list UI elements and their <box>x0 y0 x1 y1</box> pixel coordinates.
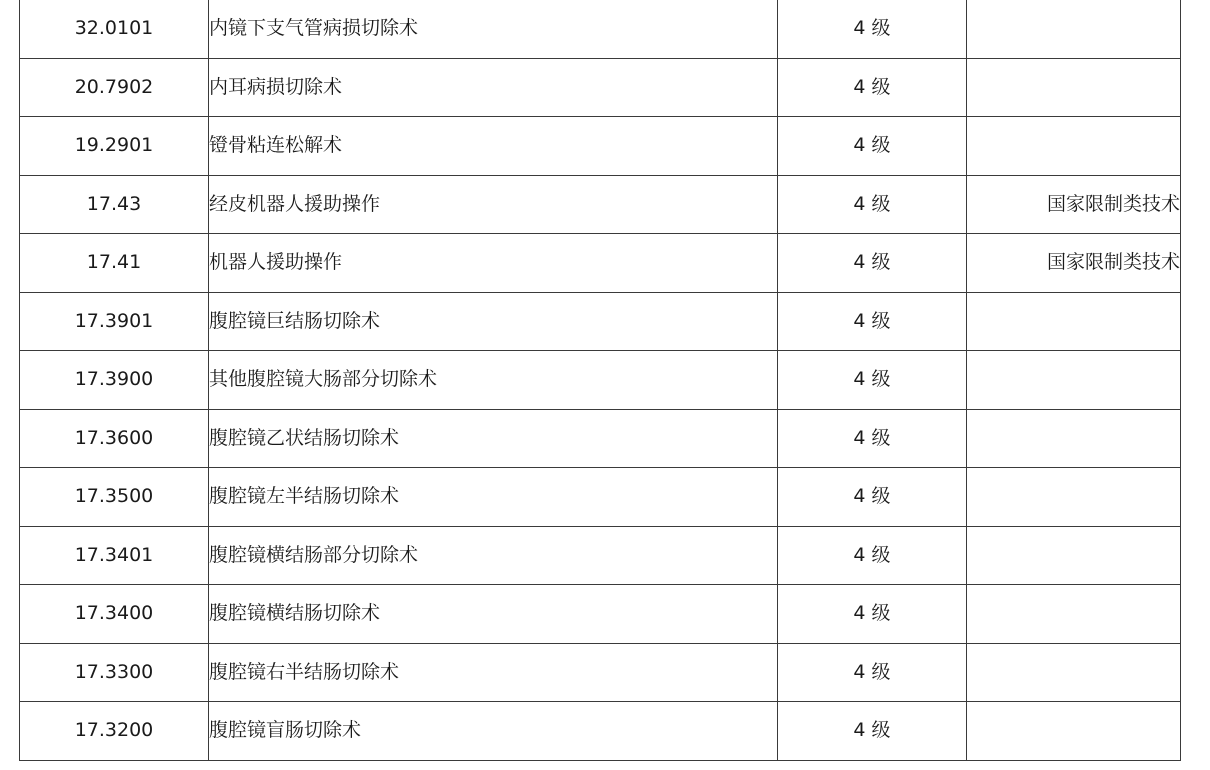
procedure-level: 4 级 <box>778 117 967 176</box>
procedure-level: 4 级 <box>778 175 967 234</box>
procedure-name: 腹腔镜乙状结肠切除术 <box>209 409 778 468</box>
table-row <box>20 58 1181 117</box>
procedure-note <box>967 643 1181 702</box>
table-row <box>20 526 1181 585</box>
procedure-name: 镫骨粘连松解术 <box>209 117 778 176</box>
procedure-name: 腹腔镜左半结肠切除术 <box>209 468 778 527</box>
procedure-level: 4 级 <box>778 234 967 293</box>
table-row <box>20 409 1181 468</box>
procedure-name: 腹腔镜右半结肠切除术 <box>209 643 778 702</box>
procedure-name: 经皮机器人援助操作 <box>209 175 778 234</box>
table-row <box>20 702 1181 761</box>
procedure-name: 内耳病损切除术 <box>209 58 778 117</box>
procedure-level: 4 级 <box>778 351 967 410</box>
procedure-code: 17.3300 <box>20 643 209 702</box>
table-row <box>20 0 1181 58</box>
table-row <box>20 643 1181 702</box>
procedure-level: 4 级 <box>778 702 967 761</box>
procedure-level: 4 级 <box>778 409 967 468</box>
procedure-name: 机器人援助操作 <box>209 234 778 293</box>
procedure-code: 17.41 <box>20 234 209 293</box>
procedure-name: 腹腔镜盲肠切除术 <box>209 702 778 761</box>
procedure-level: 4 级 <box>778 0 967 58</box>
table-row <box>20 585 1181 644</box>
procedure-note <box>967 409 1181 468</box>
procedure-note <box>967 0 1181 58</box>
procedure-code: 17.3400 <box>20 585 209 644</box>
procedure-name: 腹腔镜横结肠部分切除术 <box>209 526 778 585</box>
procedure-note <box>967 58 1181 117</box>
procedure-level: 4 级 <box>778 468 967 527</box>
table-row <box>20 234 1181 293</box>
procedure-code: 32.0101 <box>20 0 209 58</box>
procedure-code: 17.3900 <box>20 351 209 410</box>
procedure-name: 其他腹腔镜大肠部分切除术 <box>209 351 778 410</box>
procedure-code: 17.43 <box>20 175 209 234</box>
procedure-note <box>967 117 1181 176</box>
procedure-name: 内镜下支气管病损切除术 <box>209 0 778 58</box>
procedure-code: 17.3600 <box>20 409 209 468</box>
procedure-name: 腹腔镜巨结肠切除术 <box>209 292 778 351</box>
procedure-note: 国家限制类技术 <box>967 234 1181 293</box>
procedure-note <box>967 526 1181 585</box>
procedure-note: 国家限制类技术 <box>967 175 1181 234</box>
procedure-level: 4 级 <box>778 292 967 351</box>
procedure-level: 4 级 <box>778 58 967 117</box>
procedure-level: 4 级 <box>778 526 967 585</box>
procedure-code: 19.2901 <box>20 117 209 176</box>
table-row <box>20 468 1181 527</box>
procedure-note <box>967 292 1181 351</box>
procedure-level: 4 级 <box>778 585 967 644</box>
table-row <box>20 175 1181 234</box>
table-row <box>20 117 1181 176</box>
procedure-code: 17.3200 <box>20 702 209 761</box>
table-row <box>20 351 1181 410</box>
procedure-code: 17.3500 <box>20 468 209 527</box>
procedure-note <box>967 351 1181 410</box>
procedure-table <box>19 0 1181 761</box>
procedure-note <box>967 468 1181 527</box>
procedure-code: 17.3901 <box>20 292 209 351</box>
procedure-code: 20.7902 <box>20 58 209 117</box>
procedure-code: 17.3401 <box>20 526 209 585</box>
procedure-name: 腹腔镜横结肠切除术 <box>209 585 778 644</box>
procedure-note <box>967 585 1181 644</box>
procedure-level: 4 级 <box>778 643 967 702</box>
table-row <box>20 292 1181 351</box>
procedure-note <box>967 702 1181 761</box>
